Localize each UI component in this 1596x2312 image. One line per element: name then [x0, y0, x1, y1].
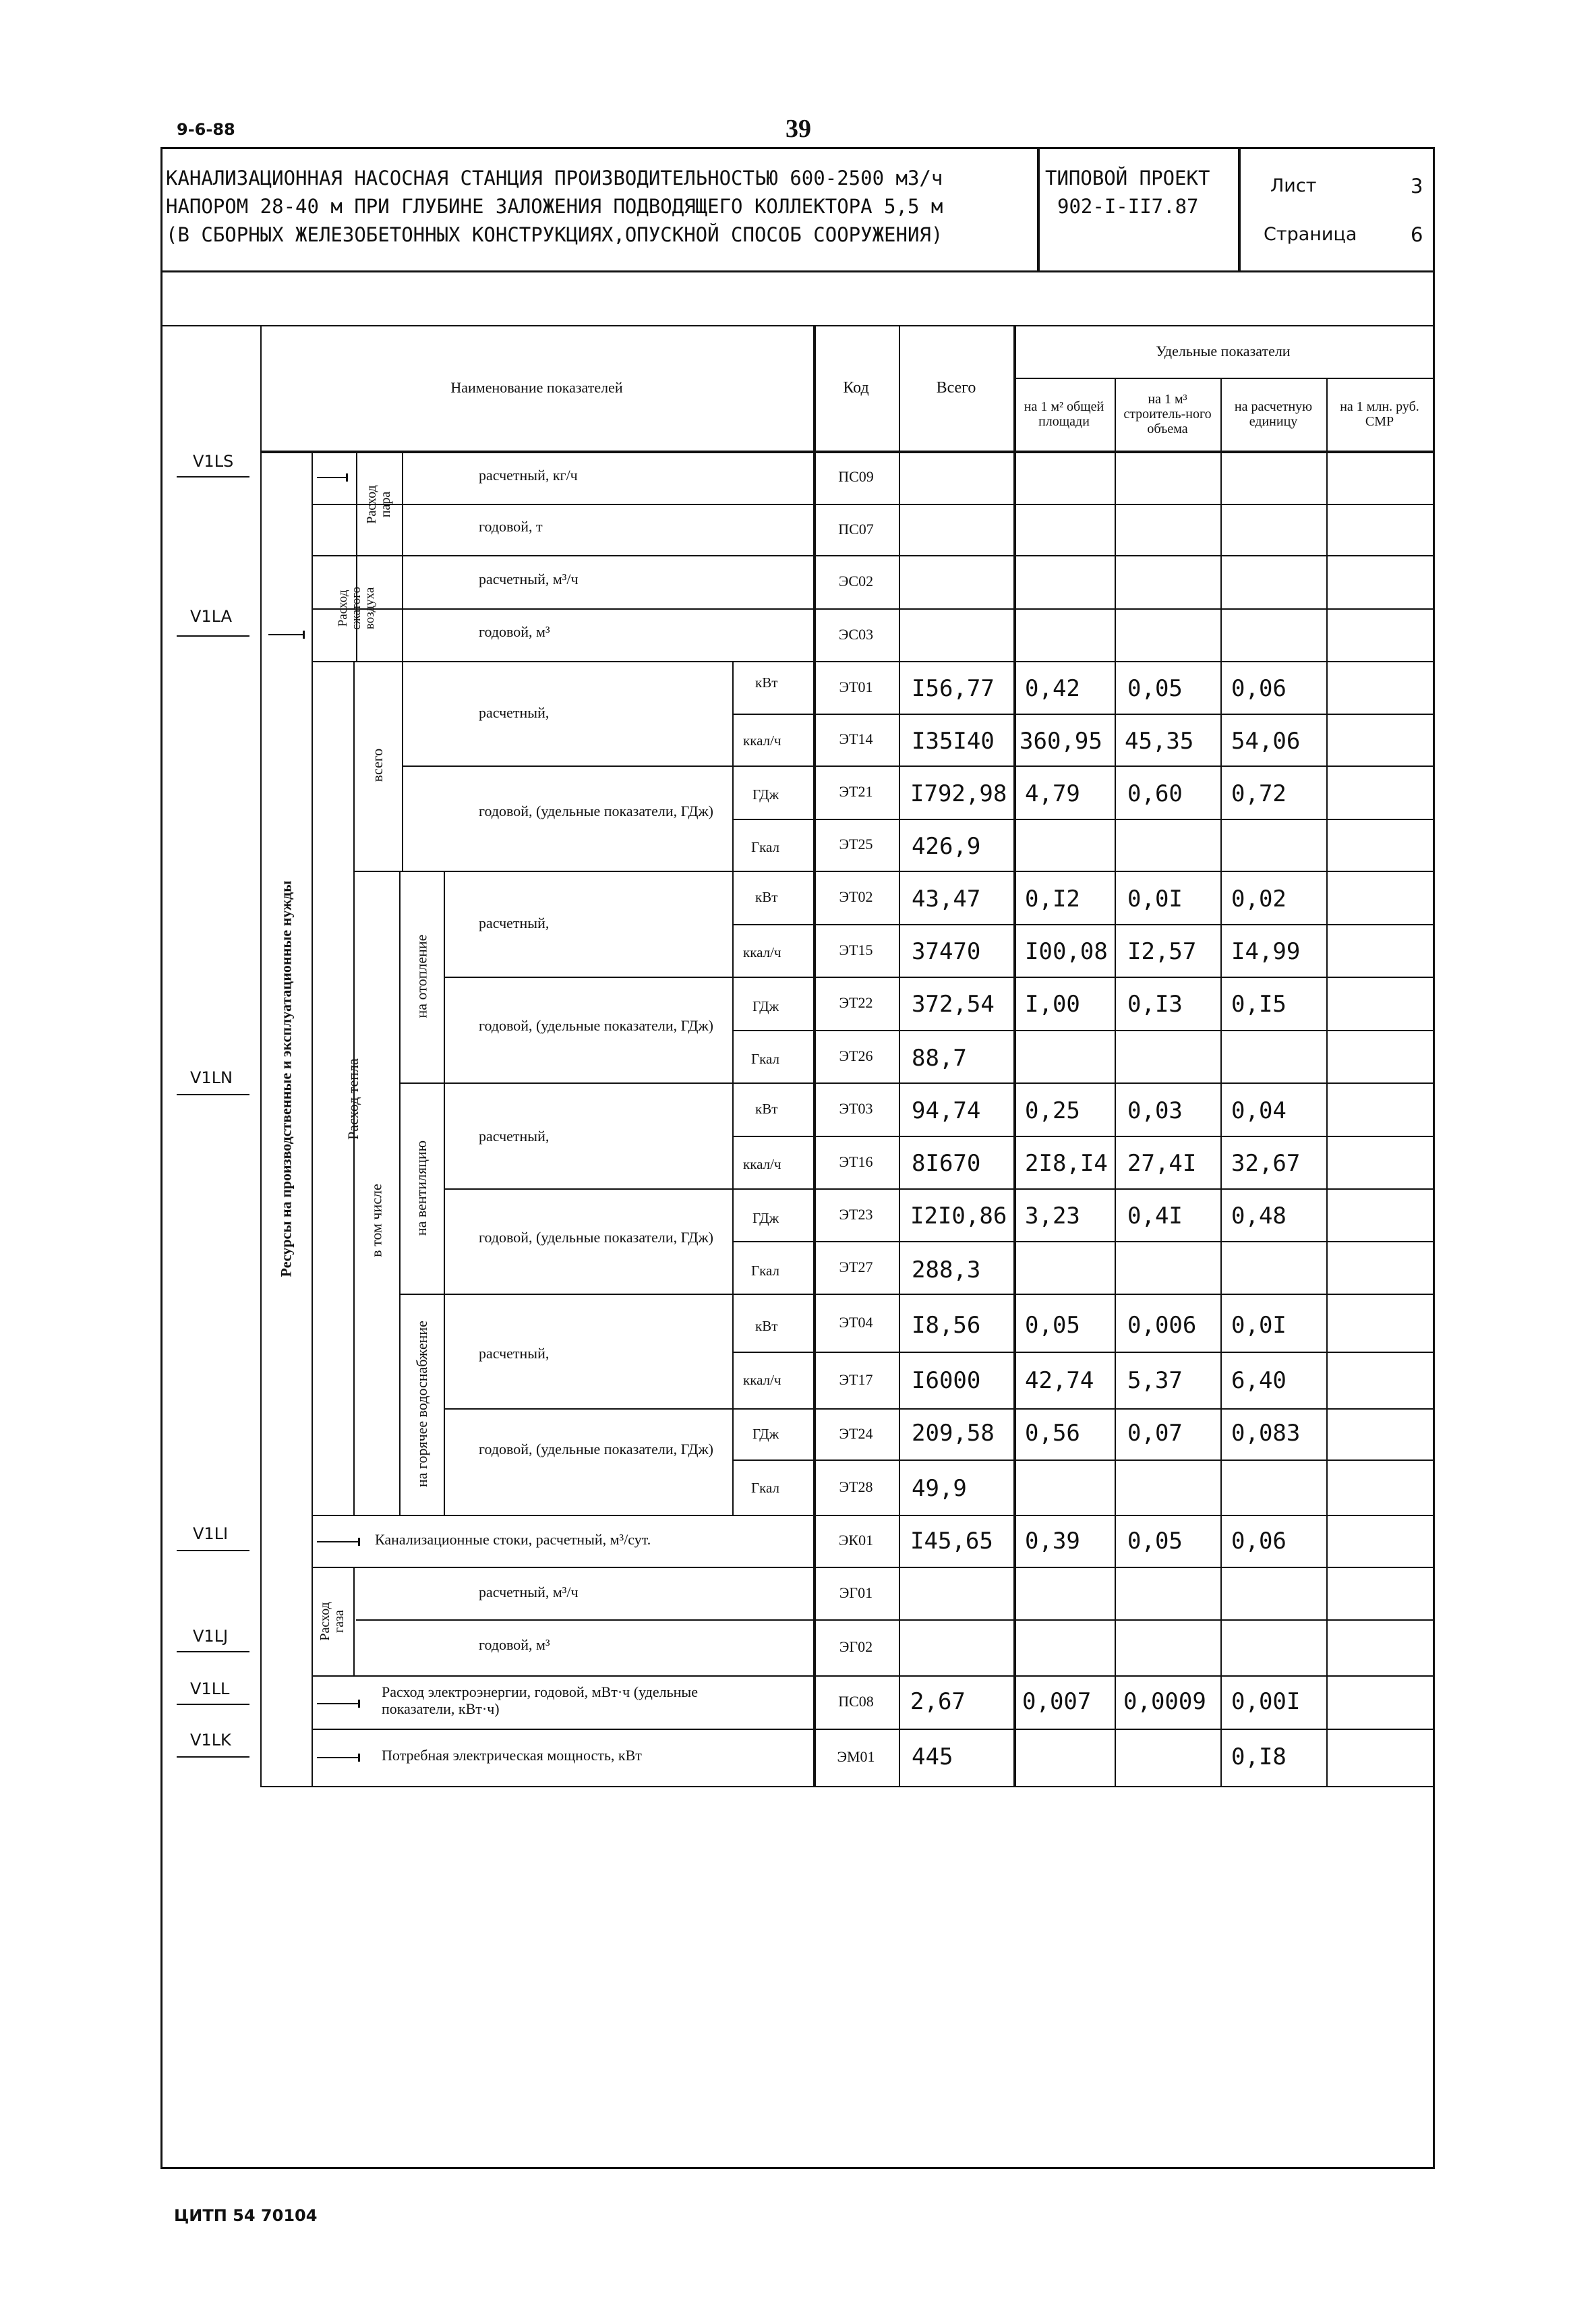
row-code: ЭТ03: [839, 1100, 873, 1118]
group-heat-total: всего: [369, 749, 386, 782]
margin-code: V1LA: [190, 607, 233, 626]
row-unit: ГДж: [752, 998, 779, 1014]
value-per-unit: 0,02: [1231, 886, 1287, 913]
row-name: годовой, м³: [479, 623, 550, 640]
row-unit: кВт: [755, 889, 778, 905]
group-ventilation: на вентиляцию: [413, 1140, 430, 1236]
value-total: 209,58: [912, 1420, 995, 1447]
margin-code: V1LN: [190, 1068, 233, 1087]
header-per-million: на 1 млн. руб. СМР: [1340, 399, 1419, 429]
row-unit: кВт: [755, 1318, 778, 1334]
row-unit: ккал/ч: [743, 1372, 781, 1388]
row-unit: Гкал: [751, 1263, 780, 1279]
row-unit: Гкал: [751, 839, 780, 855]
value-per-area: 0,56: [1025, 1420, 1080, 1447]
value-per-area: 0,39: [1025, 1528, 1080, 1555]
header-specific: Удельные показатели: [1156, 342, 1291, 359]
value-per-volume: 0,0009: [1123, 1688, 1206, 1715]
value-per-unit: 0,06: [1231, 1528, 1287, 1555]
group-heat: Расход тепла: [344, 1058, 361, 1140]
value-per-volume: 0,07: [1127, 1420, 1183, 1447]
row-code: ЭГ01: [839, 1584, 873, 1601]
value-total: I45,65: [910, 1528, 993, 1555]
value-total: I8,56: [912, 1312, 981, 1339]
row-code: ПС08: [838, 1693, 874, 1710]
row-code: ЭТ25: [839, 836, 873, 853]
value-total: 88,7: [912, 1045, 967, 1072]
row-unit: ккал/ч: [743, 1156, 781, 1172]
value-per-unit: 0,I8: [1231, 1743, 1287, 1770]
value-per-unit: 0,0I: [1231, 1312, 1287, 1339]
row-code: ЭК01: [838, 1532, 874, 1549]
row-code: ЭТ01: [839, 678, 873, 695]
row-name: расчетный,: [479, 915, 550, 931]
row-code: ЭГ02: [839, 1638, 873, 1656]
row-unit: Гкал: [751, 1051, 780, 1067]
value-total: 37470: [912, 938, 981, 965]
page-number: 39: [786, 115, 811, 143]
value-total: 426,9: [912, 833, 981, 860]
value-per-area: 2I8,I4: [1025, 1150, 1108, 1177]
row-code: ЭТ24: [839, 1424, 873, 1442]
page-value: 6: [1411, 223, 1423, 246]
margin-code: V1LK: [190, 1731, 231, 1750]
value-total: 2,67: [910, 1688, 966, 1715]
row-name: расчетный, м³/ч: [479, 1584, 579, 1600]
row-name: годовой, (удельные показатели, ГДж): [479, 1017, 714, 1034]
row-unit: ГДж: [752, 1210, 779, 1226]
value-per-volume: 27,4I: [1127, 1150, 1197, 1177]
project-number: 902-I-II7.87: [1057, 195, 1199, 218]
value-per-unit: 0,72: [1231, 780, 1287, 807]
value-per-volume: 0,006: [1127, 1312, 1197, 1339]
value-per-unit: 0,083: [1231, 1420, 1301, 1447]
value-total: I792,98: [910, 780, 1007, 807]
row-unit: Гкал: [751, 1480, 780, 1496]
header-per-area: на 1 м² общей площади: [1024, 399, 1104, 429]
row-name: годовой, м³: [479, 1636, 550, 1653]
value-per-volume: 0,0I: [1127, 886, 1183, 913]
row-code: ЭС03: [838, 625, 874, 643]
group-air: Расход сжатого воздуха: [336, 587, 377, 630]
value-per-unit: 0,06: [1231, 675, 1287, 702]
value-per-unit: 0,04: [1231, 1097, 1287, 1124]
value-per-volume: 0,4I: [1127, 1203, 1183, 1230]
value-per-area: 4,79: [1025, 780, 1080, 807]
value-per-area: 0,007: [1022, 1688, 1092, 1715]
footer-code: ЦИТП 54 70104: [174, 2206, 318, 2225]
row-name: расчетный,: [479, 704, 550, 721]
row-unit: ГДж: [752, 1426, 779, 1442]
row-code: ЭТ02: [839, 888, 873, 906]
project-label: ТИПОВОЙ ПРОЕКТ: [1045, 167, 1210, 190]
row-code: ЭМ01: [837, 1748, 875, 1766]
value-per-area: 42,74: [1025, 1367, 1094, 1394]
value-per-volume: 45,35: [1125, 728, 1194, 755]
value-per-area: 360,95: [1019, 728, 1102, 755]
value-per-unit: 0,00I: [1231, 1688, 1301, 1715]
value-total: 445: [912, 1743, 953, 1770]
row-unit: кВт: [755, 1101, 778, 1117]
value-total: I56,77: [912, 675, 995, 702]
value-per-area: 3,23: [1025, 1203, 1080, 1230]
page-label: Страница: [1264, 224, 1357, 245]
group-gas: Расход газа: [318, 1602, 347, 1641]
margin-code: V1LJ: [193, 1627, 229, 1646]
row-code: ЭТ27: [839, 1258, 873, 1275]
header-per-unit: на расчетную единицу: [1234, 399, 1313, 429]
value-total: I2I0,86: [910, 1203, 1007, 1230]
sheet-label: Лист: [1270, 175, 1317, 196]
value-per-area: I,00: [1025, 991, 1080, 1018]
row-code: ПС07: [838, 520, 874, 538]
header-total: Всего: [936, 378, 976, 397]
value-per-volume: 0,I3: [1127, 991, 1183, 1018]
group-resources: Ресурсы на производственные и эксплуатационные нужды: [277, 881, 295, 1277]
row-code: ЭТ28: [839, 1478, 873, 1495]
value-total: I35I40: [912, 728, 995, 755]
row-code: ПС09: [838, 468, 874, 486]
group-hot-water: на горячее водоснабжение: [413, 1321, 430, 1488]
header-per-volume: на 1 м³ строитель-ного объема: [1123, 392, 1212, 436]
row-name: Канализационные стоки, расчетный, м³/сут.: [375, 1531, 651, 1548]
row-code: ЭС02: [838, 573, 874, 590]
group-including: в том числе: [367, 1184, 385, 1258]
row-code: ЭТ15: [839, 941, 873, 958]
value-per-unit: 32,67: [1231, 1150, 1301, 1177]
row-name: Потребная электрическая мощность, кВт: [382, 1747, 642, 1764]
row-name: расчетный, кг/ч: [479, 467, 578, 484]
margin-code: V1LL: [190, 1679, 230, 1698]
value-per-volume: I2,57: [1127, 938, 1197, 965]
row-name: годовой, (удельные показатели, ГДж): [479, 803, 714, 819]
row-name: годовой, т: [479, 518, 543, 535]
value-total: 94,74: [912, 1097, 981, 1124]
value-total: 43,47: [912, 886, 981, 913]
value-per-unit: 0,48: [1231, 1203, 1287, 1230]
value-per-volume: 5,37: [1127, 1367, 1183, 1394]
value-per-unit: I4,99: [1231, 938, 1301, 965]
value-per-unit: 0,I5: [1231, 991, 1287, 1018]
margin-code: V1LI: [193, 1524, 229, 1543]
row-code: ЭТ26: [839, 1047, 873, 1064]
row-code: ЭТ14: [839, 730, 873, 748]
row-code: ЭТ21: [839, 783, 873, 801]
value-per-area: 0,I2: [1025, 886, 1080, 913]
row-name: годовой, (удельные показатели, ГДж): [479, 1229, 714, 1246]
row-unit: ккал/ч: [743, 944, 781, 960]
row-unit: ккал/ч: [743, 732, 781, 749]
row-name: Расход электроэнергии, годовой, мВт·ч (удельные показатели, кВт·ч): [382, 1683, 698, 1718]
value-per-area: 0,05: [1025, 1312, 1080, 1339]
value-per-unit: 54,06: [1231, 728, 1301, 755]
sheet-value: 3: [1411, 175, 1423, 198]
margin-code: V1LS: [193, 452, 234, 471]
row-code: ЭТ23: [839, 1205, 873, 1223]
value-total: 8I670: [912, 1150, 981, 1177]
title-line-1: КАНАЛИЗАЦИОННАЯ НАСОСНАЯ СТАНЦИЯ ПРОИЗВОДИТЕЛЬНОСТЬЮ 600-2500 м3/ч: [166, 167, 943, 190]
title-line-2: НАПОРОМ 28-40 м ПРИ ГЛУБИНЕ ЗАЛОЖЕНИЯ ПОДВОДЯЩЕГО КОЛЛЕКТОРА 5,5 м: [166, 195, 943, 218]
value-per-volume: 0,05: [1127, 675, 1183, 702]
row-name: расчетный, м³/ч: [479, 571, 579, 587]
header-code: Код: [843, 378, 869, 397]
value-per-volume: 0,60: [1127, 780, 1183, 807]
value-total: 288,3: [912, 1256, 981, 1283]
value-per-unit: 6,40: [1231, 1367, 1287, 1394]
group-heating: на отопление: [413, 935, 430, 1018]
title-line-3: (В СБОРНЫХ ЖЕЛЕЗОБЕТОННЫХ КОНСТРУКЦИЯХ,ОПУСКНОЙ СПОСОБ СООРУЖЕНИЯ): [166, 223, 943, 246]
value-per-area: 0,42: [1025, 675, 1080, 702]
value-total: I6000: [912, 1367, 981, 1394]
value-per-area: I00,08: [1025, 938, 1108, 965]
row-name: годовой, (удельные показатели, ГДж): [479, 1441, 714, 1457]
row-unit: ГДж: [752, 786, 779, 803]
header-name: Наименование показателей: [450, 378, 623, 396]
value-total: 49,9: [912, 1475, 967, 1502]
row-code: ЭТ16: [839, 1153, 873, 1170]
row-code: ЭТ04: [839, 1313, 873, 1331]
value-per-area: 0,25: [1025, 1097, 1080, 1124]
group-steam: Расход пара: [364, 485, 393, 524]
row-code: ЭТ22: [839, 994, 873, 1012]
series-code: 9-6-88: [177, 120, 235, 139]
value-per-volume: 0,05: [1127, 1528, 1183, 1555]
value-per-volume: 0,03: [1127, 1097, 1183, 1124]
row-unit: кВт: [755, 674, 778, 691]
row-code: ЭТ17: [839, 1370, 873, 1388]
row-name: расчетный,: [479, 1128, 550, 1145]
value-total: 372,54: [912, 991, 995, 1018]
row-name: расчетный,: [479, 1345, 550, 1362]
